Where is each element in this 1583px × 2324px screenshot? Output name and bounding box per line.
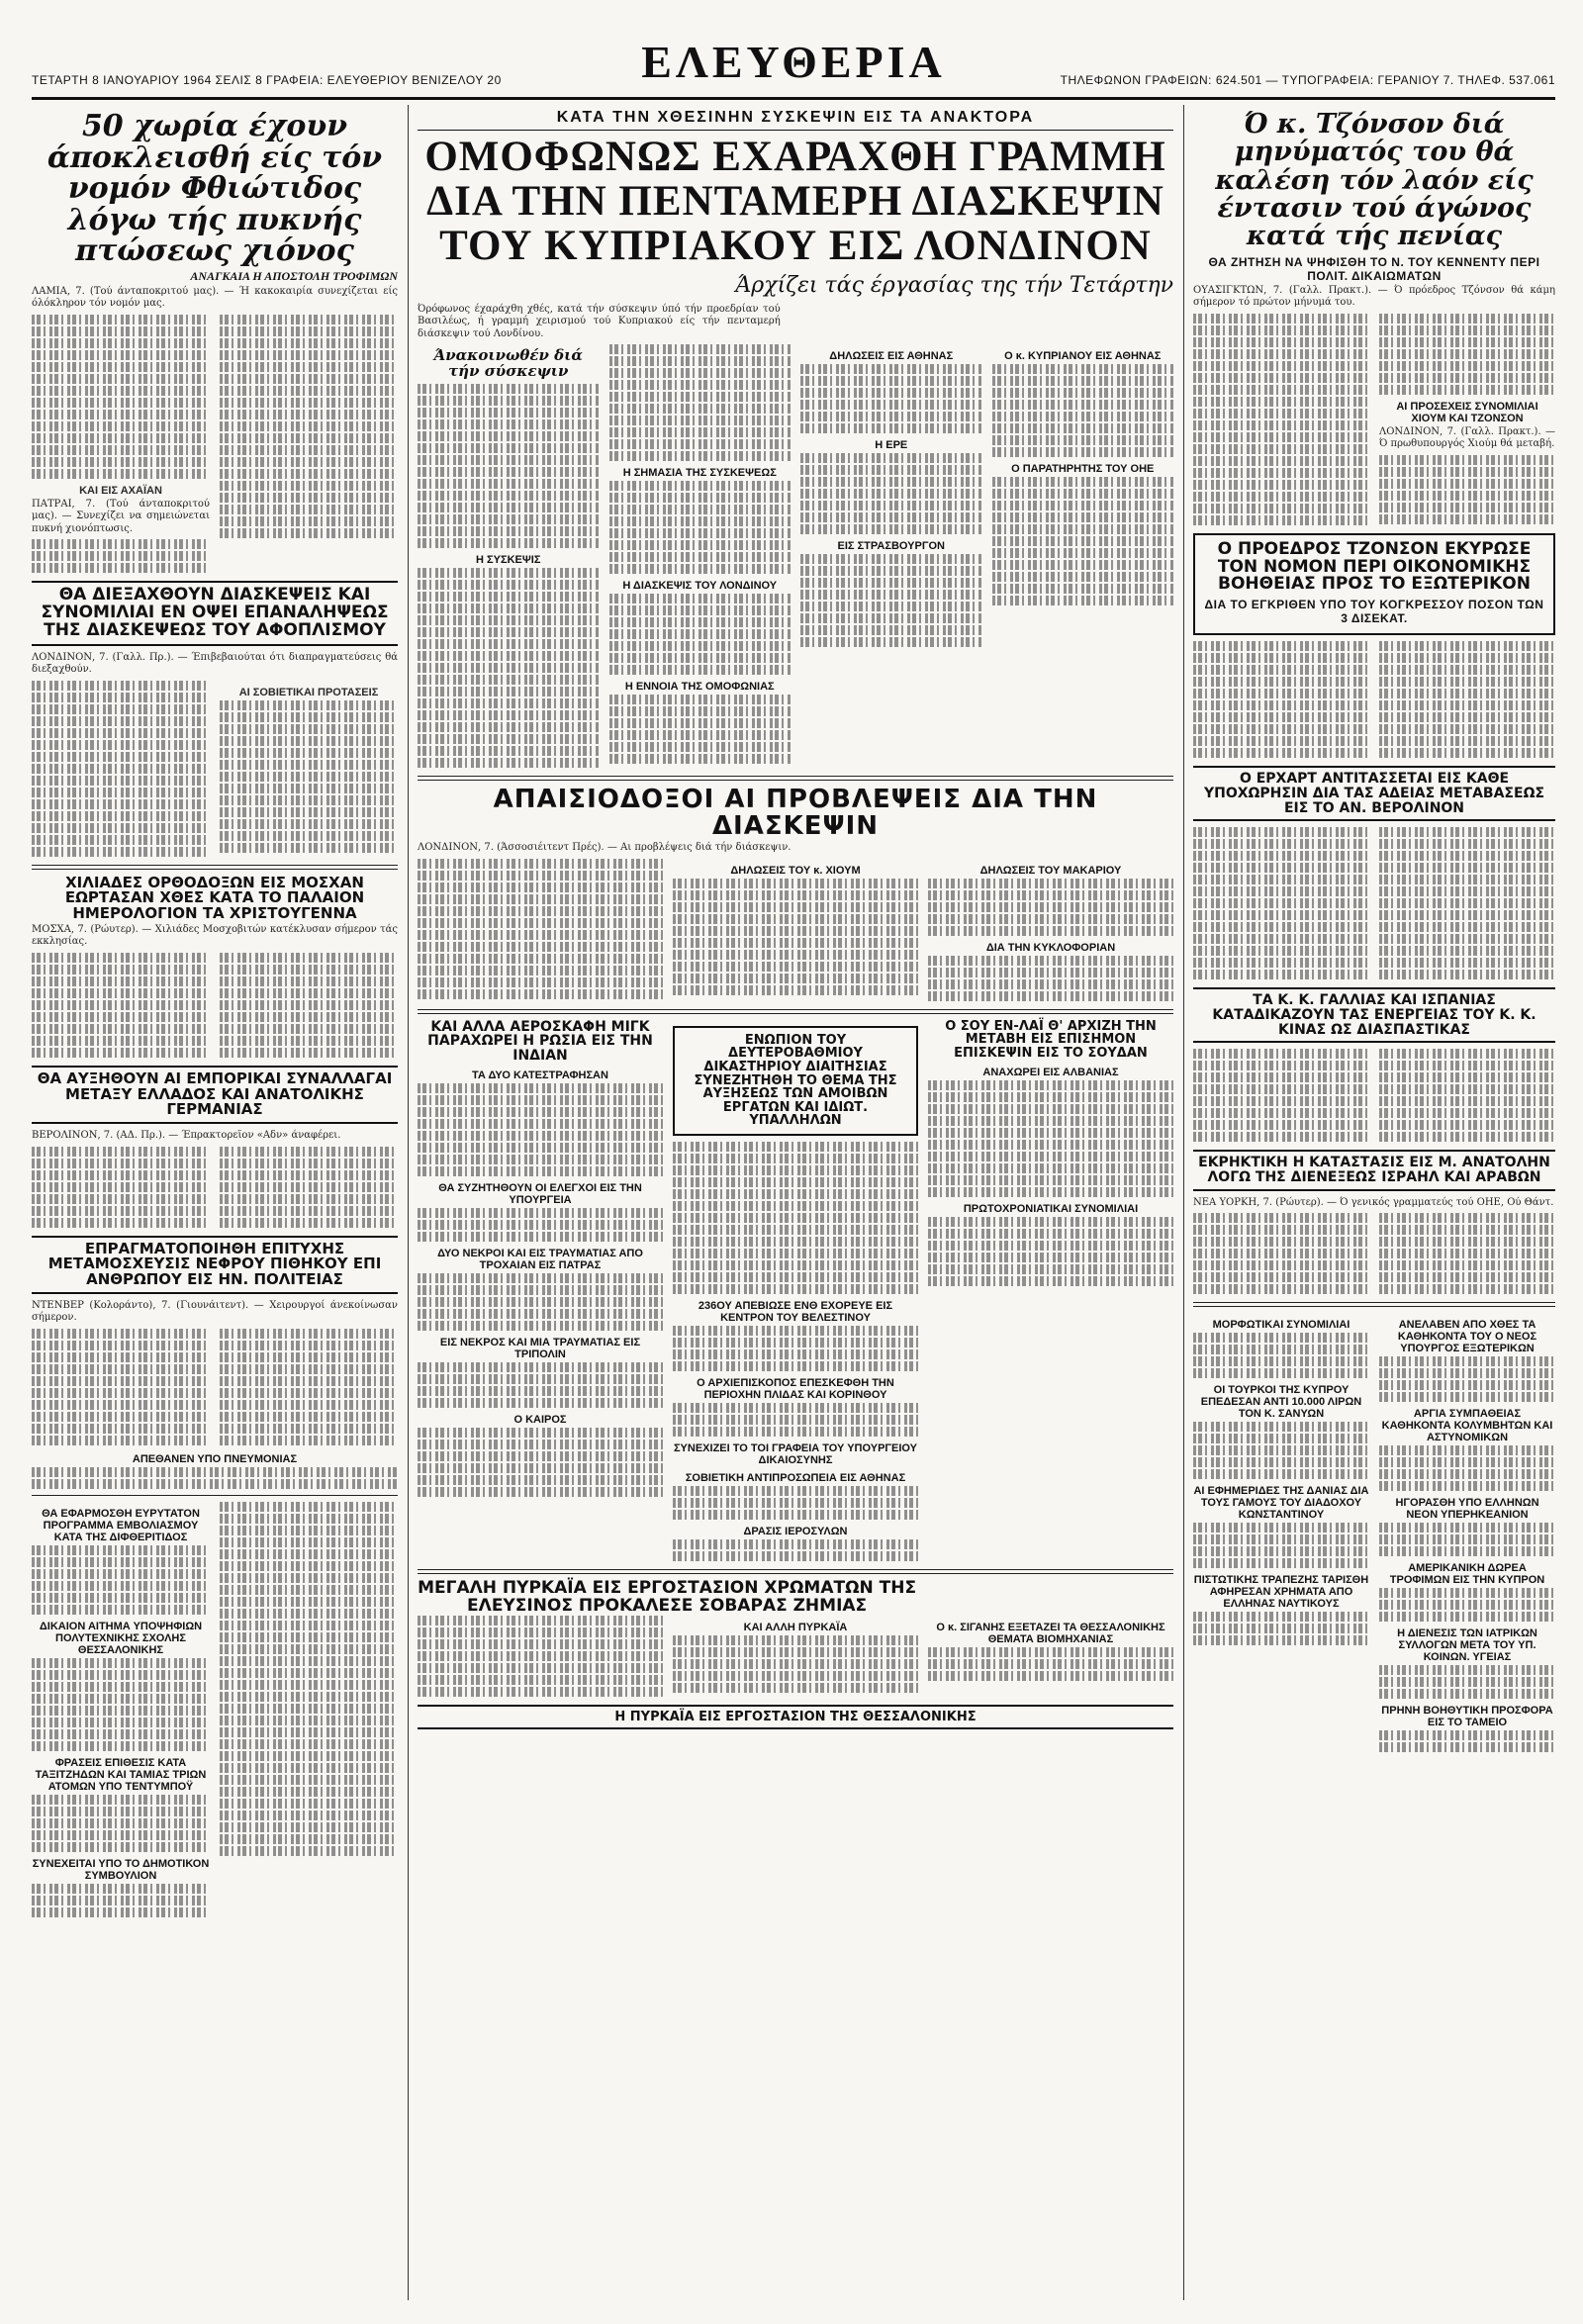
masthead-phone-line: ΤΗΛΕΦΩΝΟΝ ΓΡΑΦΕΙΩΝ: 624.501 — ΤΥΠΟΓΡΑΦΕΙΑ: ΓΕΡΑΝΙΟΥ 7. ΤΗΛΕΦ. 537.061: [1060, 73, 1555, 87]
short-news-headline: ΟΙ ΤΟΥΡΚΟΙ ΤΗΣ ΚΥΠΡΟΥ ΕΠΕΔΕΣΑΝ ΑΝΤΙ 10.000 ΛΙΡΩΝ ΤΟΝ Κ. ΣΑΝΥΩΝ: [1200, 1384, 1362, 1421]
article-dateline: ΝΤΕΝΒΕΡ (Κολοράντο), 7. (Γιουνάιτεντ). — Χειρουργοί άνεκοίνωσαν σήμερον.: [32, 1299, 398, 1324]
subheading: Η ΔΙΑΣΚΕΨΙΣ ΤΟΥ ΛΟΝΔΙΝΟΥ: [622, 580, 778, 593]
short-news-headline: ΣΥΝΕΧΕΙΤΑΙ ΥΠΟ ΤΟ ΔΗΜΟΤΙΚΟΝ ΣΥΜΒΟΥΛΙΟΝ: [32, 1857, 210, 1882]
short-news-headline: Ο κ. ΣΙΓΑΝΗΣ ΕΞΕΤΑΖΕΙ ΤΑ ΘΕΣΣΑΛΟΝΙΚΗΣ ΘΕΜΑΤΑ ΒΙΟΜΗΧΑΝΙΑΣ: [936, 1621, 1165, 1645]
subheading: Ο ΠΑΡΑΤΗΡΗΤΗΣ ΤΟΥ ΟΗΕ: [1011, 463, 1155, 476]
subheading: ΔΗΛΩΣΕΙΣ ΕΙΣ ΑΘΗΝΑΣ: [829, 350, 954, 363]
headline-kicker: ΘΑ ΖΗΤΗΣΗ ΝΑ ΨΗΦΙΣΘΗ ΤΟ Ν. ΤΟΥ ΚΕΝΝΕΝΤΥ ΠΕΡΙ ΠΟΛΙΤ. ΔΙΚΑΙΩΜΑΤΩΝ: [1208, 254, 1540, 283]
article-box: [1193, 533, 1555, 636]
subheading: ΑΙ ΠΡΟΣΕΧΕΙΣ ΣΥΝΟΜΙΛΙΑΙ ΧΙΟΥΜ ΚΑΙ ΤΖΟΝΣΟΝ: [1396, 400, 1538, 424]
short-news-headline: ΔΥΟ ΝΕΚΡΟΙ ΚΑΙ ΕΙΣ ΤΡΑΥΜΑΤΙΑΣ ΑΠΟ ΤΡΟΧΑΙΑΝ ΕΙΣ ΠΑΤΡΑΣ: [437, 1247, 643, 1271]
short-news-headline: Ο ΚΑΙΡΟΣ: [513, 1413, 567, 1426]
headline-pessimistic-forecasts: ΑΠΑΙΣΙΟΔΟΞΟΙ ΑΙ ΠΡΟΒΛΕΨΕΙΣ ΔΙΑ ΤΗΝ ΔΙΑΣΚΕΨΙΝ: [493, 784, 1098, 841]
article-dateline: ΛΟΝΔΙΝΟΝ, 7. (Άσσοσιέιτεντ Πρές). — Αι προβλέψεις διά τήν διάσκεψιν.: [418, 842, 792, 854]
subheading: ΚΑΙ ΕΙΣ ΑΧΑΪΑΝ: [79, 484, 162, 497]
short-news-headline: ΜΟΡΦΩΤΙΚΑΙ ΣΥΝΟΜΙΛΙΑΙ: [1212, 1319, 1350, 1332]
article-box: [32, 1236, 398, 1294]
article-dateline: ΛΟΝΔΙΝΟΝ, 7. (Γαλλ. Πρακτ.). — Ό πρωθυπουργός Χιούμ θά μεταβή.: [1379, 425, 1555, 450]
article-dateline: ΛΟΝΔΙΝΟΝ, 7. (Γαλλ. Πρ.). — Έπιβεβαιούται ότι διαπραγματεύσεις θά διεξαχθούν.: [32, 651, 398, 676]
text-column: [32, 1147, 210, 1230]
subheading: Ο κ. ΚΥΠΡΙΑΝΟΥ ΕΙΣ ΑΘΗΝΑΣ: [1004, 350, 1162, 363]
article-body: [32, 681, 398, 859]
divider: [32, 1495, 398, 1496]
headline-moscow-christmas: ΧΙΛΙΑΔΕΣ ΟΡΘΟΔΟΞΩΝ ΕΙΣ ΜΟΣΧΑΝ ΕΩΡΤΑΣΑΝ ΧΘΕΣ ΚΑΤΑ ΤΟ ΠΑΛΑΙΟΝ ΗΜΕΡΟΛΟΓΙΟΝ ΤΑ ΧΡΙΣΤΟΥΓΕΝΝΑ: [64, 873, 365, 923]
subheading: ΕΙΣ ΣΤΡΑΣΒΟΥΡΓΟΝ: [837, 540, 945, 553]
headline-middle-east: ΕΚΡΗΚΤΙΚΗ Η ΚΑΤΑΣΤΑΣΙΣ ΕΙΣ Μ. ΑΝΑΤΟΛΗΝ ΛΟΓΩ ΤΗΣ ΔΙΕΝΕΞΕΩΣ ΙΣΡΑΗΛ ΚΑΙ ΑΡΑΒΩΝ: [1198, 1155, 1550, 1186]
article-box: [1193, 1150, 1555, 1190]
headline-arbitration-court: ΕΝΩΠΙΟΝ ΤΟΥ ΔΕΥΤΕΡΟΒΑΘΜΙΟΥ ΔΙΚΑΣΤΗΡΙΟΥ ΔΙΑΙΤΗΣΙΑΣ ΣΥΝΕΖΗΤΗΘΗ ΤΟ ΘΕΜΑ ΤΗΣ ΑΥΞΗΣΕΩΣ ΤΩΝ ΑΜΟΙΒΩΝ ΕΡΓΑΤΩΝ ΚΑΙ ΙΔΙΩΤ. ΥΠΑΛΛΗΛΩΝ: [694, 1032, 897, 1129]
headline-trade-germany: ΘΑ ΑΥΞΗΘΟΥΝ ΑΙ ΕΜΠΟΡΙΚΑΙ ΣΥΝΑΛΛΑΓΑΙ ΜΕΤΑΞΥ ΕΛΛΑΔΟΣ ΚΑΙ ΑΝΑΤΟΛΙΚΗΣ ΓΕΡΜΑΝΙΑΣ: [37, 1069, 393, 1119]
short-news-headline: ΘΑ ΕΦΑΡΜΟΣΘΗ ΕΥΡΥΤΑΤΟΝ ΠΡΟΓΡΑΜΜΑ ΕΜΒΟΛΙΑΣΜΟΥ ΚΑΤΑ ΤΗΣ ΔΙΦΘΕΡΙΤΙΔΟΣ: [42, 1507, 200, 1543]
headline-foreign-aid: Ο ΠΡΟΕΔΡΟΣ ΤΖΟΝΣΟΝ ΕΚΥΡΩΣΕ ΤΟΝ ΝΟΜΟΝ ΠΕΡΙ ΟΙΚΟΝΟΜΙΚΗΣ ΒΟΗΘΕΙΑΣ ΠΡΟΣ ΤΟ ΕΞΩΤΕΡΙΚΟΝ: [1217, 538, 1532, 595]
short-news-column: [32, 1502, 210, 1919]
headline-johnson-poverty: Ό κ. Τζόνσον διά μηνύματός του θά καλέση τόν λαόν είς έντασιν τού άγώνος κατά τής πενίας: [1215, 109, 1534, 252]
right-column: [1193, 105, 1555, 2300]
text-column: [220, 953, 398, 1060]
article-body: [418, 859, 1173, 1003]
lead-article-body: [418, 344, 1173, 770]
subheading: ΔΙΑ ΤΗΝ ΚΥΚΛΟΦΟΡΙΑΝ: [985, 941, 1116, 954]
text-column: [32, 681, 210, 859]
short-news: [32, 1502, 398, 1919]
article-dateline: ΠΑΤΡΑΙ, 7. (Τού άνταποκριτού μας). — Συνεχίζει να σημειώνεται πυκνή χιονόπτωσις.: [32, 498, 210, 534]
masthead-date-line: ΤΕΤΑΡΤΗ 8 ΙΑΝΟΥΑΡΙΟΥ 1964 ΣΕΛΙΣ 8 ΓΡΑΦΕΙΑ: ΕΛΕΥΘΕΡΙΟΥ ΒΕΝΙΖΕΛΟΥ 20: [32, 73, 502, 87]
short-news-headline: ΕΙΣ ΝΕΚΡΟΣ ΚΑΙ ΜΙΑ ΤΡΑΥΜΑΤΙΑΣ ΕΙΣ ΤΡΙΠΟΛΙΝ: [439, 1336, 641, 1360]
article-body: [1193, 1049, 1555, 1144]
subheading: ΔΗΛΩΣΕΙΣ ΤΟΥ ΜΑΚΑΡΙΟΥ: [979, 864, 1122, 877]
headline-disarmament: ΘΑ ΔΙΕΞΑΧΘΟΥΝ ΔΙΑΣΚΕΨΕΙΣ ΚΑΙ ΣΥΝΟΜΙΛΙΑΙ ΕΝ ΟΨΕΙ ΕΠΑΝΑΛΗΨΕΩΣ ΤΗΣ ΔΙΑΣΚΕΨΕΩΣ ΤΟΥ ΑΦΟΠΛΙΣΜΟΥ: [41, 585, 389, 640]
short-news-headline: ΠΡΩΤΟΧΡΟΝΙΑΤΙΚΑΙ ΣΥΝΟΜΙΛΙΑΙ: [963, 1202, 1139, 1215]
headline-erhard-berlin: Ο ΕΡΧΑΡΤ ΑΝΤΙΤΑΣΣΕΤΑΙ ΕΙΣ ΚΑΘΕ ΥΠΟΧΩΡΗΣΙΝ ΔΙΑ ΤΑΣ ΑΔΕΙΑΣ ΜΕΤΑΒΑΣΕΩΣ ΕΙΣ ΤΟ ΑΝ. ΒΕΡΟΛΙΝΟΝ: [1203, 771, 1545, 816]
article-dateline: ΝΕΑ ΥΟΡΚΗ, 7. (Ρώυτερ). — Ό γενικός γραμματεύς τού ΟΗΕ, Ού Θάντ.: [1193, 1196, 1554, 1208]
article-body: [32, 315, 398, 576]
lead-deck: Άρχίζει τάς έργασίας της τήν Τετάρτην: [735, 273, 1173, 299]
divider: [418, 776, 1173, 781]
lower-center-section: [418, 1020, 1173, 1563]
column-divider: [1183, 105, 1184, 2300]
short-news-headline: ΔΙΚΑΙΟΝ ΑΙΤΗΜΑ ΥΠΟΨΗΦΙΩΝ ΠΟΛΥΤΕΧΝΙΚΗΣ ΣΧΟΛΗΣ ΘΕΣΣΑΛΟΝΙΚΗΣ: [39, 1620, 203, 1656]
article-box: [32, 1066, 398, 1124]
short-news-headline: ΣΥΝΕΧΙΖΕΙ ΤΟ ΤΟΙ ΓΡΑΦΕΙΑ ΤΟΥ ΥΠΟΥΡΓΕΙΟΥ ΔΙΚΑΙΟΣΥΝΗΣ: [673, 1442, 918, 1467]
article-dateline: ΒΕΡΟΛΙΝΟΝ, 7. (ΑΔ. Πρ.). — Έπρακτορεϊον «Αδν» άναφέρει.: [32, 1130, 341, 1142]
short-news-headline: Η ΔΙΕΝΕΣΙΣ ΤΩΝ ΙΑΤΡΙΚΩΝ ΣΥΛΛΟΓΩΝ ΜΕΤΑ ΤΟΥ ΥΠ. ΚΟΙΝΩΝ. ΥΓΕΙΑΣ: [1397, 1627, 1537, 1664]
article-body: [1193, 827, 1555, 981]
short-news: [1193, 1313, 1555, 1754]
text-column: [32, 1467, 398, 1489]
short-news-headline: ΣΟΒΙΕΤΙΚΗ ΑΝΤΙΠΡΟΣΩΠΕΙΑ ΕΙΣ ΑΘΗΝΑΣ: [685, 1472, 906, 1485]
lead-headline-line: ΔΙΑ ΤΗΝ ΠΕΝΤΑΜΕΡΗ ΔΙΑΣΚΕΨΙΝ: [426, 178, 1164, 226]
lead-kicker: ΚΑΤΑ ΤΗΝ ΧΘΕΣΙΝΗΝ ΣΥΣΚΕΨΙΝ ΕΙΣ ΤΑ ΑΝΑΚΤΟΡΑ: [418, 109, 1173, 131]
subheading: ΤΑ ΔΥΟ ΚΑΤΕΣΤΡΑΦΗΣΑΝ: [472, 1069, 608, 1081]
lead-dateline: Όρόφωνος έχαράχθη χθές, κατά τήν σύσκεψιν ύπό τήν προεδρίαν τού Βασιλέως, ή γραμμή χειρισμού τού Κυπριακού είς τήν πενταμερή διάσκεψιν τού Λονδίνου.: [418, 303, 781, 339]
headline-kidney-transplant: ΕΠΡΑΓΜΑΤΟΠΟΙΗΘΗ ΕΠΙΤΥΧΗΣ ΜΕΤΑΜΟΣΧΕΥΣΙΣ ΝΕΦΡΟΥ ΠΙΘΗΚΟΥ ΕΠΙ ΑΝΘΡΩΠΟΥ ΕΙΣ ΗΝ. ΠΟΛΙΤΕΙΑΣ: [47, 1239, 382, 1289]
article-body: [32, 1329, 398, 1447]
short-news-headline: ΑΡΓΙΑ ΣΥΜΠΑΘΕΙΑΣ ΚΑΘΗΚΟΝΤΑ ΚΟΛΥΜΒΗΤΩΝ ΚΑΙ ΑΣΤΥΝΟΜΙΚΩΝ: [1381, 1408, 1553, 1444]
masthead: [32, 36, 1555, 100]
text-column: [32, 315, 210, 576]
short-news-headline: ΦΡΑΣΕΙΣ ΕΠΙΘΕΣΙΣ ΚΑΤΑ ΤΑΞΙΤΖΗΔΩΝ ΚΑΙ ΤΑΜΙΑΣ ΤΡΙΩΝ ΑΤΟΜΩΝ ΥΠΟ ΤΕΝΤΥΜΠΟΫ: [35, 1756, 207, 1793]
article-box: [418, 1705, 1173, 1730]
short-news-headline: ΠΡΗΝΗ ΒΟΗΘΥΤΙΚΗ ΠΡΟΣΦΟΡΑ ΕΙΣ ΤΟ ΤΑΜΕΙΟ: [1381, 1705, 1553, 1729]
short-news-headline: ΔΡΑΣΙΣ ΙΕΡΟΣΥΛΩΝ: [743, 1526, 848, 1538]
headline-eleusis-fire: ΜΕΓΑΛΗ ΠΥΡΚΑΪΑ ΕΙΣ ΕΡΓΟΣΤΑΣΙΟΝ ΧΡΩΜΑΤΩΝ ΤΗΣ ΕΛΕΥΣΙΝΟΣ ΠΡΟΚΑΛΕΣΕ ΣΟΒΑΡΑΣ ΖΗΜΙΑΣ: [418, 1578, 917, 1616]
subheading: ΑΙ ΣΟΒΙΕΤΙΚΑΙ ΠΡΟΤΑΣΕΙΣ: [238, 686, 379, 698]
short-news-headline: ΘΑ ΣΥΖΗΤΗΘΟΥΝ ΟΙ ΕΛΕΓΧΟΙ ΕΙΣ ΤΗΝ ΥΠΟΥΡΓΕΙΑ: [438, 1181, 642, 1206]
article-box: [1193, 766, 1555, 821]
headline-kicker: ΑΝΑΓΚΑΙΑ Η ΑΠΟΣΤΟΛΗ ΤΡΟΦΙΜΩΝ: [190, 268, 398, 283]
article-body: [32, 953, 398, 1060]
short-news-headline: ΠΙΣΤΩΤΙΚΗΣ ΤΡΑΠΕΖΗΣ ΤΑΡΙΣΘΗ ΑΦΗΡΕΣΑΝ ΧΡΗΜΑΤΑ ΑΠΟ ΕΛΛΗΝΑΣ ΝΑΥΤΙΚΟΥΣ: [1193, 1574, 1369, 1611]
article-body: [1193, 1213, 1555, 1296]
divider: [418, 1569, 1173, 1574]
subheading: ΚΑΙ ΑΛΛΗ ΠΥΡΚΑΪΑ: [743, 1621, 848, 1633]
short-news-headline: ΑΝΕΛΑΒΕΝ ΑΠΟ ΧΘΕΣ ΤΑ ΚΑΘΗΚΟΝΤΑ ΤΟΥ Ο ΝΕΟΣ ΥΠΟΥΡΓΟΣ ΕΞΩΤΕΡΙΚΩΝ: [1397, 1319, 1537, 1355]
text-column: [220, 1147, 398, 1230]
subheading: Η ΕΝΝΟΙΑ ΤΗΣ ΟΜΟΦΩΝΙΑΣ: [624, 681, 775, 694]
article-body: [418, 1616, 1173, 1699]
subheading: Η ΣΥΣΚΕΨΙΣ: [476, 553, 541, 566]
short-news-headline: ΗΓΟΡΑΣΘΗ ΥΠΟ ΕΛΛΗΝΩΝ ΝΕΟΝ ΥΠΕΡΗΚΕΑΝΙΟΝ: [1395, 1497, 1539, 1522]
lead-headline-line: ΟΜΟΦΩΝΩΣ ΕΧΑΡΑΧΘΗ ΓΡΑΜΜΗ: [424, 134, 1166, 180]
lead-headline-line: ΤΟΥ ΚΥΠΡΙΑΚΟΥ ΕΙΣ ΛΟΝΔΙΝΟΝ: [439, 223, 1152, 270]
article-dateline: ΛΑΜΙΑ, 7. (Τού άνταποκριτού μας). — Ή κακοκαιρία συνεχίζεται είς όλόκληρον τόν νομόν μας.: [32, 285, 398, 309]
article-body: [1193, 314, 1555, 527]
subheading: ΑΝΑΧΩΡΕΙ ΕΙΣ ΑΛΒΑΝΙΑΣ: [982, 1066, 1119, 1078]
text-column: [220, 315, 398, 576]
left-column: [32, 105, 398, 2300]
article-box: [32, 581, 398, 646]
divider: [418, 1009, 1173, 1014]
divider: [1193, 1302, 1555, 1307]
article-box: [1193, 987, 1555, 1043]
text-column: [32, 953, 210, 1060]
divider: [32, 865, 398, 870]
subheading: ΔΗΛΩΣΕΙΣ ΤΟΥ κ. ΧΙΟΥΜ: [730, 864, 861, 877]
short-news-headline: ΑΙ ΕΦΗΜΕΡΙΔΕΣ ΤΗΣ ΔΑΝΙΑΣ ΔΙΑ ΤΟΥΣ ΓΑΜΟΥΣ ΤΟΥ ΔΙΑΔΟΧΟΥ ΚΩΝΣΤΑΝΤΙΝΟΥ: [1193, 1485, 1369, 1522]
center-column: [418, 105, 1173, 2300]
text-column: [220, 681, 398, 859]
headline-mig-india: ΚΑΙ ΑΛΛΑ ΑΕΡΟΣΚΑΦΗ ΜΙΓΚ ΠΑΡΑΧΩΡΕΙ Η ΡΩΣΙΑ ΕΙΣ ΤΗΝ ΙΝΔΙΑΝ: [427, 1018, 653, 1064]
headline-kicker: ΔΙΑ ΤΟ ΕΓΚΡΙΘΕΝ ΥΠΟ ΤΟΥ ΚΟΓΚΡΕΣΣΟΥ ΠΟΣΟΝ ΤΩΝ 3 ΔΙΣΕΚΑΤ.: [1204, 598, 1544, 626]
text-column: [32, 1329, 210, 1447]
headline-chou-en-lai: Ο ΣΟΥ ΕΝ-ΛΑΪ Θ' ΑΡΧΙΖΗ ΤΗΝ ΜΕΤΑΒΗ ΕΙΣ ΕΠΙΣΗΜΟΝ ΕΠΙΣΚΕΨΙΝ ΕΙΣ ΤΟ ΣΟΥΔΑΝ: [945, 1018, 1157, 1061]
article-box: [673, 1026, 918, 1136]
subheading: Η ΣΗΜΑΣΙΑ ΤΗΣ ΣΥΣΚΕΨΕΩΣ: [622, 467, 777, 480]
article-dateline: ΜΟΣΧΑ, 7. (Ρώυτερ). — Χιλιάδες Μοσχοβιτών κατέκλυσαν σήμερον τάς εκκλησίας.: [32, 923, 398, 948]
article-body: [1193, 641, 1555, 760]
headline-thessaloniki-fire: Η ΠΥΡΚΑΪΑ ΕΙΣ ΕΡΓΟΣΤΑΣΙΟΝ ΤΗΣ ΘΕΣΣΑΛΟΝΙΚΗΣ: [614, 1709, 977, 1724]
subheading: Η ΕΡΕ: [875, 439, 908, 452]
short-news-headline: ΑΜΕΡΙΚΑΝΙΚΗ ΔΩΡΕΑ ΤΡΟΦΙΜΩΝ ΕΙΣ ΤΗΝ ΚΥΠΡΟΝ: [1389, 1562, 1545, 1587]
subheading: Άνακοινωθέν διά τήν σύσκεψιν: [433, 346, 583, 380]
column-divider: [408, 105, 409, 2300]
short-news-headline: 236ΟΥ ΑΠΕΒΙΩΣΕ ΕΝΘ ΕΧΟΡΕΥΕ ΕΙΣ ΚΕΝΤΡΟΝ ΤΟΥ ΒΕΛΕΣΤΙΝΟΥ: [698, 1300, 893, 1325]
article-dateline: ΟΥΑΣΙΓΚΤΩΝ, 7. (Γαλλ. Πρακτ.). — Ό πρόεδρος Τζόνσον θά κάμη σήμερον τό πρώτον μήνυμά του.: [1193, 284, 1555, 309]
newspaper-title: ΕΛΕΥΘΕΡΙΑ: [641, 37, 946, 87]
short-news-headline: Ο ΑΡΧΙΕΠΙΣΚΟΠΟΣ ΕΠΕΣΚΕΦΘΗ ΤΗΝ ΠΕΡΙΟΧΗΝ ΠΛΙΔΑΣ ΚΑΙ ΚΟΡΙΝΘΟΥ: [697, 1377, 894, 1402]
text-column: [220, 1502, 398, 1919]
text-column: [220, 1329, 398, 1447]
headline-communist-parties: ΤΑ Κ. Κ. ΓΑΛΛΙΑΣ ΚΑΙ ΙΣΠΑΝΙΑΣ ΚΑΤΑΔΙΚΑΖΟΥΝ ΤΑΣ ΕΝΕΡΓΕΙΑΣ ΤΟΥ Κ. Κ. ΚΙΝΑΣ ΩΣ ΔΙΑΣΠΑΣΤΙΚΑΣ: [1212, 992, 1536, 1038]
headline-snow-villages: 50 χωρία έχουν άποκλεισθή είς τόν νομόν Φθιώτιδος λόγω τής πυκνής πτώσεως χιόνος: [47, 109, 383, 268]
article-body: [32, 1147, 398, 1230]
subheading: ΑΠΕΘΑΝΕΝ ΥΠΟ ΠΝΕΥΜΟΝΙΑΣ: [132, 1452, 298, 1465]
